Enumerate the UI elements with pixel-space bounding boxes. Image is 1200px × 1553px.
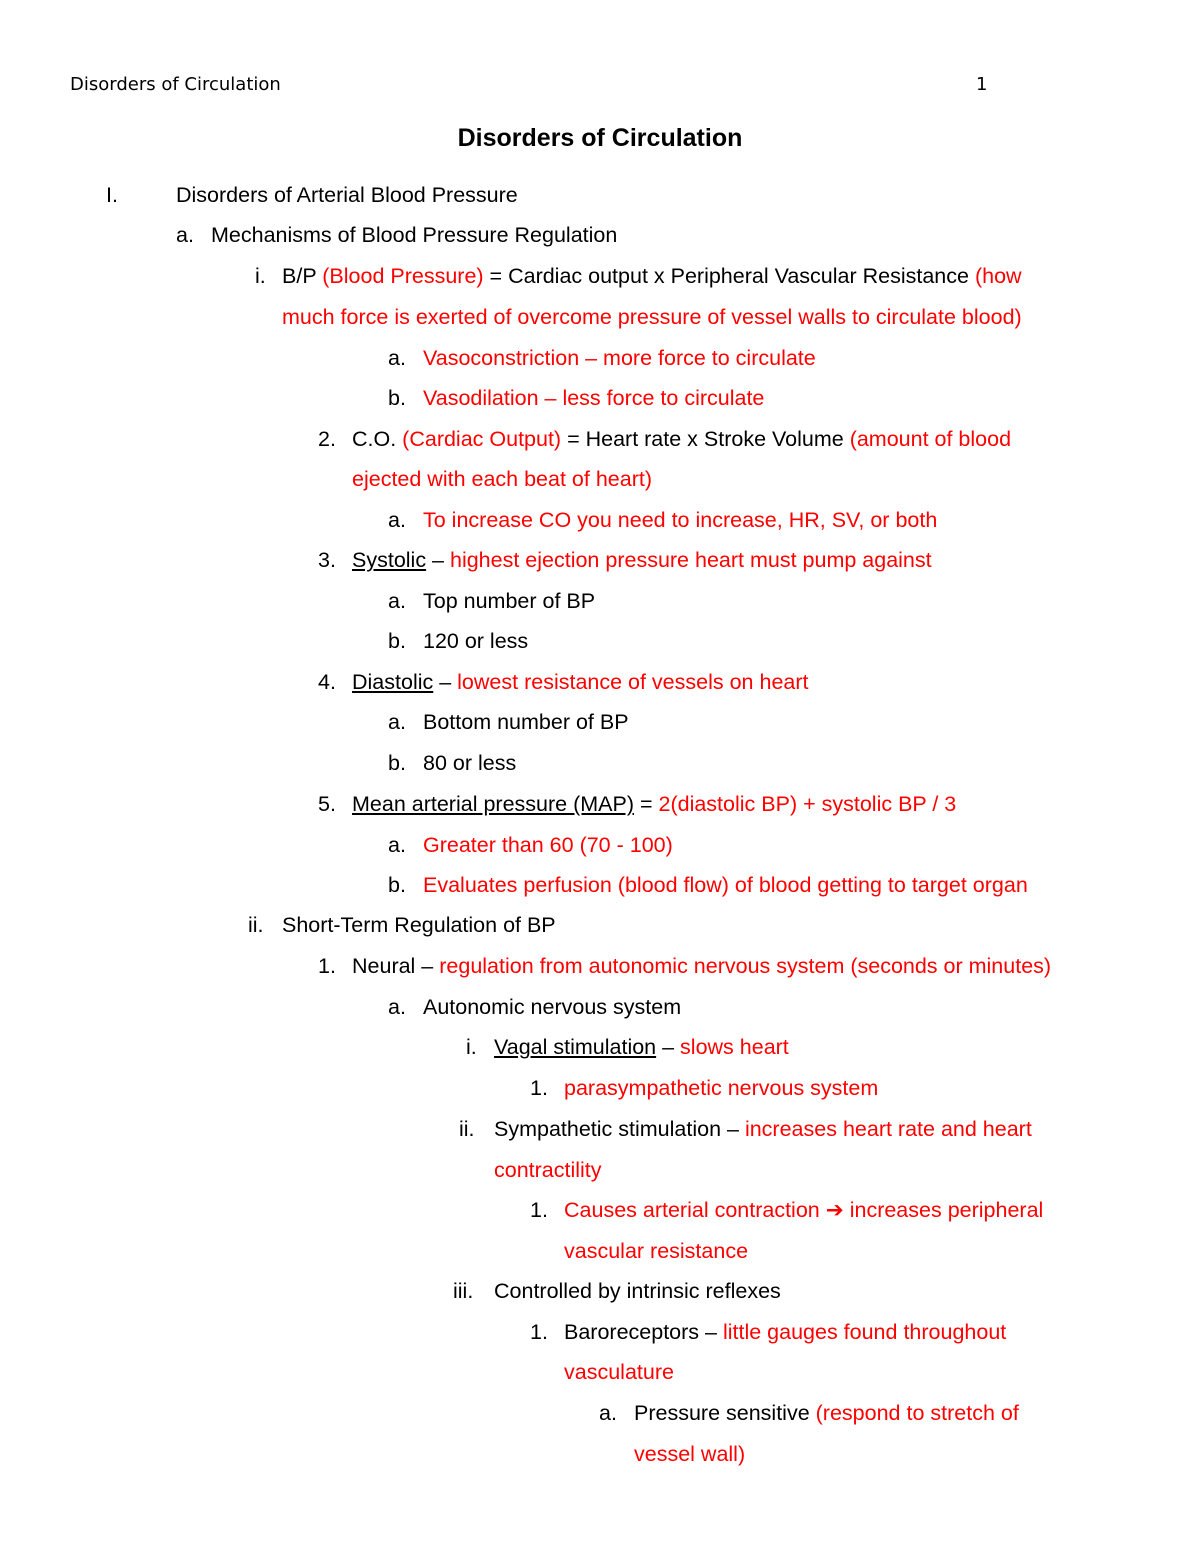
outline-line (352, 790, 956, 818)
outline-marker: I. (106, 183, 118, 207)
outline-text: Systolic (352, 548, 427, 572)
outline-marker: 1. (318, 954, 336, 978)
outline-text: (Blood Pressure) (322, 264, 484, 288)
outline-marker: ii. (459, 1117, 475, 1141)
outline-text: Pressure sensitive (634, 1401, 816, 1425)
outline-text: (how (974, 264, 1022, 288)
outline-line (211, 221, 617, 249)
outline-marker: a. (176, 223, 194, 247)
outline-text: Mechanisms of Blood Pressure Regulation (211, 223, 618, 247)
outline-text: contractility (494, 1158, 602, 1182)
outline-text: much force is exerted of overcome pressure of vessel walls to circulate blood) (282, 305, 1022, 329)
outline-text: increases peripheral (843, 1198, 1044, 1222)
outline-marker: b. (388, 873, 406, 897)
outline-marker: 2. (318, 427, 336, 451)
outline-marker: b. (388, 629, 406, 653)
outline-text: Greater than 60 (70 - 100) (423, 833, 673, 857)
outline-marker: b. (388, 386, 406, 410)
outline-text: = Heart rate x Stroke Volume (561, 427, 850, 451)
outline-line (564, 1237, 748, 1265)
outline-text: lowest resistance of vessels on heart (457, 670, 809, 694)
outline-text: slows heart (680, 1035, 789, 1059)
outline-text: Top number of BP (423, 589, 596, 613)
outline-line (564, 1074, 878, 1102)
page-number: 1 (976, 74, 988, 95)
outline-marker: 4. (318, 670, 336, 694)
outline-text: 2(diastolic BP) + systolic BP / 3 (658, 792, 957, 816)
outline-text: ejected with each beat of heart) (352, 467, 652, 491)
outline-text: Autonomic nervous system (423, 995, 682, 1019)
outline-text: Sympathetic stimulation – (494, 1117, 745, 1141)
outline-text: vasculature (564, 1360, 674, 1384)
outline-line (423, 587, 595, 615)
outline-text: (Cardiac Output) (402, 427, 562, 451)
outline-marker: a. (599, 1401, 617, 1425)
outline-text: Vasodilation – less force to circulate (423, 386, 765, 410)
outline-text: (respond to stretch of (815, 1401, 1019, 1425)
outline-text: vascular resistance (564, 1239, 749, 1263)
outline-text: Vagal stimulation (494, 1035, 657, 1059)
outline-text: Short-Term Regulation of BP (282, 913, 556, 937)
outline-text: Causes arterial contraction (564, 1198, 826, 1222)
outline-text: Mean arterial pressure (MAP) (352, 792, 634, 816)
outline-text: Disorders of Arterial Blood Pressure (176, 183, 518, 207)
outline-line (423, 871, 1028, 899)
outline-line (423, 384, 764, 412)
outline-text: C.O. (352, 427, 403, 451)
outline-text: = Cardiac output x Peripheral Vascular Resistance (483, 264, 975, 288)
document-title: Disorders of Circulation (457, 124, 743, 152)
outline-marker: b. (388, 751, 406, 775)
outline-text: (amount of blood (849, 427, 1012, 451)
outline-line (282, 262, 1022, 290)
outline-text: – (426, 548, 450, 572)
outline-text: 80 or less (423, 751, 517, 775)
outline-text: Diastolic (352, 670, 434, 694)
outline-marker: ii. (248, 913, 264, 937)
outline-line (352, 952, 1051, 980)
outline-line (423, 506, 937, 534)
outline-line (423, 627, 528, 655)
outline-line (352, 465, 652, 493)
outline-text: Baroreceptors – (564, 1320, 723, 1344)
outline-line (564, 1318, 1006, 1346)
outline-text: regulation from autonomic nervous system (seconds or minutes) (439, 954, 1052, 978)
outline-text: little gauges found throughout (722, 1320, 1007, 1344)
outline-marker: 5. (318, 792, 336, 816)
outline-text: highest ejection pressure heart must pump against (449, 548, 932, 572)
outline-text: – (656, 1035, 681, 1059)
outline-line (564, 1358, 674, 1386)
outline-text: increases heart rate and heart (744, 1117, 1032, 1141)
outline-text: – (433, 670, 458, 694)
outline-line (282, 303, 1022, 331)
outline-line (352, 546, 932, 574)
outline-text: Neural – (352, 954, 440, 978)
outline-line (564, 1196, 1043, 1224)
outline-marker: 1. (530, 1076, 548, 1100)
outline-line (352, 668, 809, 696)
outline-marker: i. (255, 264, 266, 288)
outline-text: To increase CO you need to increase, HR, SV, or both (423, 508, 938, 532)
outline-marker: 3. (318, 548, 336, 572)
outline-marker: a. (388, 508, 406, 532)
outline-marker: i. (466, 1035, 477, 1059)
running-header-title: Disorders of Circulation (70, 74, 281, 95)
outline-marker: a. (388, 346, 406, 370)
outline-marker: iii. (453, 1279, 474, 1303)
outline-line (634, 1399, 1019, 1427)
outline-line (423, 831, 673, 859)
outline-line (282, 911, 556, 939)
outline-line (423, 749, 516, 777)
outline-marker: a. (388, 833, 406, 857)
outline-line (494, 1156, 602, 1184)
outline-text: Bottom number of BP (423, 710, 629, 734)
outline-line (634, 1440, 745, 1468)
outline-line (423, 993, 681, 1021)
outline-text: 120 or less (423, 629, 529, 653)
outline-text: parasympathetic nervous system (564, 1076, 879, 1100)
outline-marker: 1. (530, 1198, 548, 1222)
outline-text: vessel wall) (634, 1442, 746, 1466)
outline-line (423, 708, 629, 736)
outline-text: Evaluates perfusion (blood flow) of blood getting to target organ (423, 873, 1028, 897)
outline-text: = (633, 792, 659, 816)
outline-line (494, 1277, 781, 1305)
outline-text: B/P (282, 264, 323, 288)
outline-marker: 1. (530, 1320, 548, 1344)
outline-text: Vasoconstriction – more force to circulate (423, 346, 816, 370)
outline-marker: a. (388, 995, 406, 1019)
outline-line (352, 425, 1011, 453)
outline-line (176, 181, 518, 209)
outline-line (494, 1033, 789, 1061)
outline-line (423, 344, 816, 372)
outline-marker: a. (388, 589, 406, 613)
outline-text: Controlled by intrinsic reflexes (494, 1279, 781, 1303)
outline-marker: a. (388, 710, 406, 734)
arrow-right-icon: ➔ (825, 1198, 844, 1222)
outline-line (494, 1115, 1032, 1143)
